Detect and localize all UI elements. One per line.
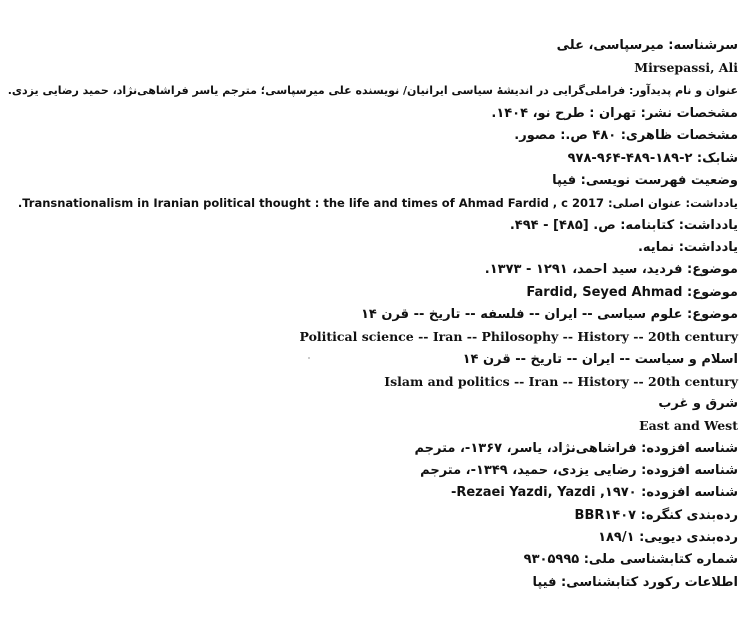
record-line-national-number: شماره کتابشناسی ملی: ۹۳۰۵۹۹۵ bbox=[523, 552, 738, 567]
record-line-record-info: اطلاعات رکورد کتابشناسی: فیپا bbox=[532, 575, 738, 590]
record-line-subject-3-latin: Political science -- Iran -- Philosophy -- History -- 20th century bbox=[299, 329, 738, 344]
record-line-subject-4-latin: Islam and politics -- Iran -- History -- 20th century bbox=[384, 374, 738, 389]
record-line-heading-latin: Mirsepassi, Ali bbox=[634, 60, 738, 75]
record-line-publication: مشخصات نشر: تهران : طرح نو، ۱۴۰۴. bbox=[491, 106, 738, 121]
record-line-dewey: رده‌بندی دیویی: ۱۸۹/۱ bbox=[598, 530, 738, 545]
record-line-subject-3: موضوع: علوم سیاسی -- ایران -- فلسفه -- تاریخ -- قرن ۱۴ bbox=[360, 307, 738, 322]
record-line-note-biblio: یادداشت: کتابنامه: ص. [۴۸۵] - ۴۹۴. bbox=[509, 218, 738, 233]
speck-mark bbox=[308, 357, 310, 359]
record-line-subject-1: موضوع: فردید، سید احمد، ۱۲۹۱ - ۱۳۷۳. bbox=[484, 262, 738, 277]
record-line-title: عنوان و نام پدیدآور: فراملی‌گرایی در اندیشهٔ سیاسی ایرانیان/ نویسنده علی میرسپاسی؛ مترجم یاسر فراشاهی‌نژاد، حمید رضایی یزدی. bbox=[7, 84, 738, 97]
record-line-heading: سرشناسه: میرسپاسی، علی bbox=[556, 38, 738, 53]
record-line-isbn: شابک: ۲-۱۸۹-۴۸۹-۹۶۴-۹۷۸ bbox=[567, 151, 738, 166]
record-line-physical: مشخصات ظاهری: ۴۸۰ ص.: مصور. bbox=[514, 128, 738, 143]
record-line-subject-2: موضوع: Fardid, Seyed Ahmad bbox=[526, 285, 738, 300]
record-line-congress: رده‌بندی کنگره: BBR۱۴۰۷ bbox=[574, 508, 738, 523]
record-line-subject-4: اسلام و سیاست -- ایران -- تاریخ -- قرن ۱۴ bbox=[462, 352, 738, 367]
record-line-subject-5: شرق و غرب bbox=[658, 396, 738, 411]
record-line-note-index: یادداشت: نمایه. bbox=[637, 240, 738, 255]
record-line-note-original: یادداشت: عنوان اصلی: Transnationalism in Iranian political thought : the life and times of Ahmad Fardid , c 2017. bbox=[17, 196, 738, 210]
record-line-added-entry-3: شناسه افزوده: Rezaei Yazdi, Yazdi ,۱۹۷۰- bbox=[450, 485, 738, 500]
record-line-subject-5-latin: East and West bbox=[639, 418, 738, 433]
record-line-added-entry-1: شناسه افزوده: فراشاهی‌نژاد، یاسر، ۱۳۶۷-، مترجم bbox=[414, 441, 738, 456]
record-line-added-entry-2: شناسه افزوده: رضایی یزدی، حمید، ۱۳۴۹-، مترجم bbox=[420, 463, 738, 478]
record-line-status: وضعیت فهرست نویسی: فیپا bbox=[552, 173, 738, 188]
